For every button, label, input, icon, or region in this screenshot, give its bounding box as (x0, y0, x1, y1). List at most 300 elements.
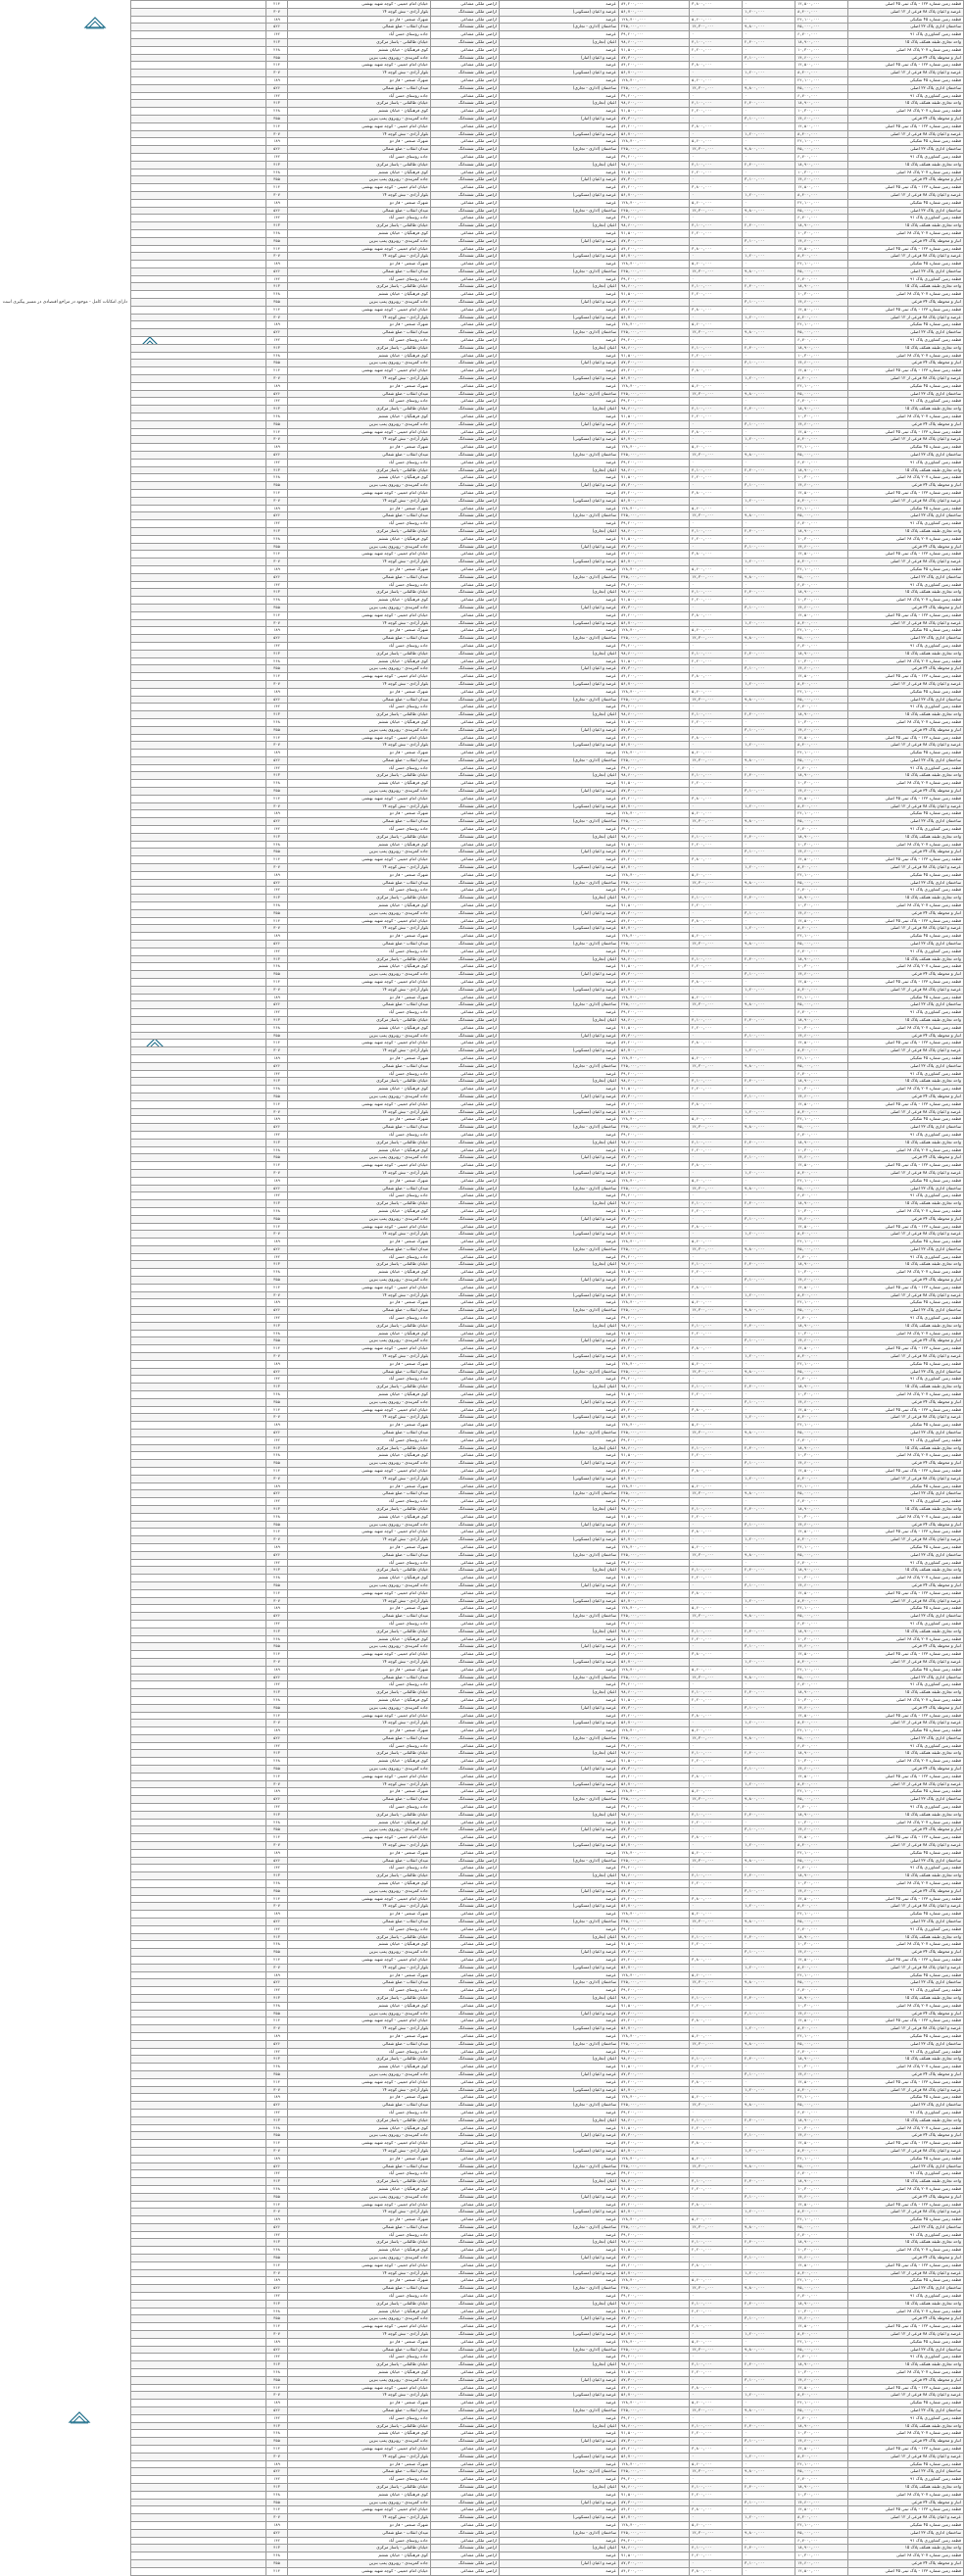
cell-type: عرصه (500, 382, 619, 390)
cell-type: عرصه (500, 490, 619, 498)
cell-b: ۳,۱۰۰,۰۰۰ (743, 726, 795, 734)
cell-num: ۱۴۲ (266, 1925, 288, 1933)
table-row (131, 627, 964, 635)
cell-desc: قطعه زمین شماره ۴۵ تفکیکی (848, 871, 964, 879)
cell-a: ۱۲,۵۰۰,۰۰۰ (795, 2261, 848, 2269)
cell-c: ۰ (690, 726, 743, 734)
cell-b: ۰ (743, 261, 795, 268)
cell-desc: قطعه زمین کشاورزی پلاک ۹۱ (848, 2048, 964, 2056)
cell-a: ۱۴,۶۰۰,۰۰۰ (795, 482, 848, 490)
cell-num: ۲۱۴ (266, 2567, 288, 2575)
cell-use: اراضی ملکی مشاعی (431, 1712, 500, 1720)
cell-blank (131, 1696, 266, 1704)
cell-c: ۰ (690, 2293, 743, 2301)
cell-blank (131, 267, 266, 275)
table-row (131, 2163, 964, 2170)
cell-blank (131, 1925, 266, 1933)
cell-desc: عرصه و اعیان پلاک ۷۸ فرعی از ۱۲ اصلی (848, 2331, 964, 2339)
cell-c: ۳,۸۰۰,۰۰۰ (690, 1406, 743, 1414)
cell-a: ۱۰,۳۰۰,۰۰۰ (795, 1758, 848, 1766)
cell-c: ۱۲,۳۰۰,۰۰۰ (690, 267, 743, 275)
cell-c: ۴,۱۰۰,۰۰۰ (690, 1139, 743, 1146)
cell-loc: خیابان طالقانی - پاساژ مرکزی (288, 1322, 431, 1330)
table-row (131, 2048, 964, 2056)
cell-blank (131, 352, 266, 360)
cell-type: عرصه و اعیان (انبار) (500, 237, 619, 245)
cell-type: اعیان (تجاری) (500, 527, 619, 535)
cell-loc: جاده کمربندی - روبروی پمپ بنزین (288, 2070, 431, 2078)
cell-a: ۴۵,۰۰۰,۰۰۰ (795, 1245, 848, 1253)
cell-use: اراضی ملکی ششدانگ (431, 1720, 500, 1727)
cell-a: ۱۴,۶۰۰,۰۰۰ (795, 2010, 848, 2017)
cell-type: ساختمان (اداری - تجاری) (500, 207, 619, 215)
cell-num: ۱۸۹ (266, 2521, 288, 2529)
cell-c: ۰ (690, 1643, 743, 1651)
cell-type: اعیان (تجاری) (500, 589, 619, 597)
cell-num: ۱۸۹ (266, 1299, 288, 1307)
cell-num: ۳۵۵ (266, 2255, 288, 2262)
cell-use: اراضی ملکی مشاعی (431, 261, 500, 268)
cell-blank (131, 1788, 266, 1796)
table-row (131, 1704, 964, 1712)
table-row (131, 490, 964, 498)
cell-loc: جاده کمربندی - روبروی پمپ بنزین (288, 1887, 431, 1895)
cell-desc: قطعه زمین شماره ۴۵ تفکیکی (848, 382, 964, 390)
cell-num: ۱۸۹ (266, 1605, 288, 1613)
cell-loc: کوی فرهنگیان - خیابان ششم (288, 1452, 431, 1460)
cell-type: عرصه و اعیان (مسکونی) (500, 1536, 619, 1544)
cell-blank (131, 1872, 266, 1880)
cell-c: ۲,۲۰۰,۰۰۰ (690, 2002, 743, 2010)
table-row (131, 1880, 964, 1888)
cell-loc: کوی فرهنگیان - خیابان ششم (288, 229, 431, 237)
cell-desc: واحد تجاری طبقه همکف پلاک ۱۵ (848, 955, 964, 963)
cell-c: ۲,۲۰۰,۰۰۰ (690, 2064, 743, 2071)
cell-desc: عرصه و اعیان پلاک ۷۸ فرعی از ۱۲ اصلی (848, 2514, 964, 2522)
cell-desc: انبار و محوطه پلاک ۳۴ فرعی (848, 2559, 964, 2567)
cell-blank (131, 1903, 266, 1911)
cell-blank (131, 826, 266, 834)
cell-desc: قطعه زمین شماره ۱۲۳ - پلاک ثبتی ۴۵ اصلی (848, 979, 964, 987)
data-table-container[interactable] (130, 0, 963, 2573)
table-row (131, 299, 964, 307)
cell-desc: واحد تجاری طبقه همکف پلاک ۱۵ (848, 1628, 964, 1635)
cell-blank (131, 1529, 266, 1536)
table-row (131, 54, 964, 62)
cell-blank (131, 1490, 266, 1498)
cell-desc: قطعه زمین شماره ۲۰۷ پلاک ۶۸ اصلی (848, 718, 964, 726)
cell-num: ۱۴۲ (266, 1987, 288, 1995)
cell-b: ۰ (743, 2521, 795, 2529)
table-row (131, 2178, 964, 2186)
cell-d: ۵۶,۷۰۰,۰۰۰ (619, 1047, 690, 1055)
cell-use: اراضی ملکی ششدانگ (431, 1613, 500, 1621)
cell-d: ۵۶,۷۰۰,۰۰۰ (619, 1842, 690, 1850)
cell-blank (131, 2315, 266, 2323)
cell-desc: قطعه زمین کشاورزی پلاک ۹۱ (848, 1009, 964, 1017)
table-row (131, 2354, 964, 2361)
cell-loc: خیابان طالقانی - پاساژ مرکزی (288, 711, 431, 719)
cell-type: اعیان (تجاری) (500, 1811, 619, 1819)
cell-num: ۲۶۸ (266, 291, 288, 299)
cell-c: ۳,۸۰۰,۰۰۰ (690, 306, 743, 314)
cell-d: ۲۴۵,۰۰۰,۰۰۰ (619, 24, 690, 31)
cell-num: ۲۱۴ (266, 62, 288, 70)
cell-blank (131, 589, 266, 597)
cell-blank (131, 2407, 266, 2415)
cell-desc: انبار و محوطه پلاک ۳۴ فرعی (848, 1826, 964, 1834)
cell-loc: جاده روستای حسن آباد (288, 2414, 431, 2422)
table-row (131, 2514, 964, 2522)
cell-use: اراضی ملکی ششدانگ (431, 1475, 500, 1482)
cell-num: ۳۰۷ (266, 1108, 288, 1116)
cell-num: ۲۶۸ (266, 1391, 288, 1399)
cell-use: اراضی ملکی مشاعی (431, 734, 500, 742)
cell-desc: ساختمان اداری پلاک ۲۳ اصلی (848, 1551, 964, 1559)
cell-loc: خیابان طالقانی - پاساژ مرکزی (288, 2056, 431, 2064)
cell-use: اراضی ملکی ششدانگ (431, 2010, 500, 2017)
cell-type: اعیان (تجاری) (500, 1872, 619, 1880)
cell-c: ۰ (690, 1277, 743, 1285)
cell-a: ۲۲,۱۰۰,۰۰۰ (795, 2155, 848, 2163)
cell-a: ۱۰,۳۰۰,۰۰۰ (795, 46, 848, 54)
cell-use: اراضی ملکی مشاعی (431, 826, 500, 834)
cell-d: ۳۹,۲۰۰,۰۰۰ (619, 2170, 690, 2178)
cell-b: ۰ (743, 917, 795, 925)
cell-b: ۲,۴۰۰,۰۰۰ (743, 650, 795, 657)
cell-type: عرصه (500, 611, 619, 619)
cell-a: ۱۸,۹۰۰,۰۰۰ (795, 1139, 848, 1146)
cell-b: ۰ (743, 321, 795, 329)
cell-loc: بلوار آزادی - نبش کوچه ۱۴ (288, 864, 431, 872)
cell-loc: خیابان امام خمینی - کوچه شهید بهشتی (288, 979, 431, 987)
cell-c: ۴,۱۰۰,۰۰۰ (690, 1994, 743, 2002)
cell-loc: میدان انقلاب - ضلع شمالی (288, 2163, 431, 2170)
cell-c: ۰ (690, 1865, 743, 1872)
table-row (131, 1758, 964, 1766)
cell-desc: انبار و محوطه پلاک ۳۴ فرعی (848, 1704, 964, 1712)
cell-c: ۵,۶۰۰,۰۰۰ (690, 2216, 743, 2224)
cell-a: ۶,۷۰۰,۰۰۰ (795, 459, 848, 466)
cell-num: ۳۰۷ (266, 2514, 288, 2522)
cell-use: اراضی ملکی مشاعی (431, 642, 500, 650)
cell-loc: جاده روستای حسن آباد (288, 1620, 431, 1628)
cell-a: ۱۰,۳۰۰,۰۰۰ (795, 718, 848, 726)
cell-d: ۸۴,۲۰۰,۰۰۰ (619, 184, 690, 192)
table-row (131, 2239, 964, 2247)
cell-num: ۳۰۷ (266, 2025, 288, 2033)
cell-loc: خیابان طالقانی - پاساژ مرکزی (288, 2545, 431, 2552)
cell-num: ۲۶۸ (266, 963, 288, 971)
cell-a: ۶,۷۰۰,۰۰۰ (795, 275, 848, 283)
cell-d: ۵۶,۷۰۰,۰۰۰ (619, 1291, 690, 1299)
cell-use: اراضی ملکی ششدانگ (431, 1949, 500, 1957)
cell-loc: جاده روستای حسن آباد (288, 1070, 431, 1078)
side-note: دارای امکانات کامل - موجود در مراجع اقتصادی در مسیر پیگیری است (2, 300, 127, 305)
cell-d: ۹۸,۶۰۰,۰۰۰ (619, 1811, 690, 1819)
cell-c: ۴,۱۰۰,۰۰۰ (690, 1261, 743, 1269)
cell-blank (131, 2025, 266, 2033)
cell-loc: جاده کمربندی - روبروی پمپ بنزین (288, 482, 431, 490)
cell-loc: خیابان امام خمینی - کوچه شهید بهشتی (288, 795, 431, 802)
cell-blank (131, 2506, 266, 2514)
cell-c: ۰ (690, 1192, 743, 1200)
table-row (131, 122, 964, 130)
cell-b: ۳,۱۰۰,۰۰۰ (743, 2010, 795, 2017)
cell-b: ۹,۸۰۰,۰۰۰ (743, 1734, 795, 1742)
cell-loc: کوی فرهنگیان - خیابان ششم (288, 1269, 431, 1277)
table-row (131, 2300, 964, 2308)
cell-blank (131, 1666, 266, 1674)
cell-b: ۲,۴۰۰,۰۰۰ (743, 589, 795, 597)
cell-use: اراضی ملکی ششدانگ (431, 2239, 500, 2247)
cell-d: ۸۷,۳۰۰,۰۰۰ (619, 299, 690, 307)
table-row (131, 76, 964, 84)
cell-d: ۱۲۸,۴۰۰,۰۰۰ (619, 2155, 690, 2163)
cell-a: ۶,۷۰۰,۰۰۰ (795, 1925, 848, 1933)
cell-blank (131, 611, 266, 619)
cell-a: ۶,۷۰۰,۰۰۰ (795, 398, 848, 406)
cell-b: ۱,۲۰۰,۰۰۰ (743, 2086, 795, 2094)
cell-num: ۱۸۹ (266, 2460, 288, 2468)
table-row (131, 153, 964, 161)
cell-loc: کوی فرهنگیان - خیابان ششم (288, 1513, 431, 1521)
cell-c: ۰ (690, 1704, 743, 1712)
cell-c: ۰ (690, 2025, 743, 2033)
cell-b: ۱,۲۰۰,۰۰۰ (743, 2147, 795, 2155)
cell-a: ۴۵,۰۰۰,۰۰۰ (795, 635, 848, 643)
cell-blank (131, 1384, 266, 1391)
cell-c: ۴,۱۰۰,۰۰۰ (690, 2422, 743, 2430)
cell-blank (131, 520, 266, 528)
cell-loc: بلوار آزادی - نبش کوچه ۱۴ (288, 1842, 431, 1850)
cell-a: ۱۰,۳۰۰,۰۰۰ (795, 535, 848, 543)
cell-d: ۷۱,۵۰۰,۰۰۰ (619, 2002, 690, 2010)
cell-use: اراضی ملکی مشاعی (431, 1727, 500, 1735)
cell-use: اراضی ملکی ششدانگ (431, 253, 500, 261)
cell-loc: خیابان طالقانی - پاساژ مرکزی (288, 1200, 431, 1208)
cell-c: ۳,۸۰۰,۰۰۰ (690, 2017, 743, 2025)
cell-desc: عرصه و اعیان پلاک ۷۸ فرعی از ۱۲ اصلی (848, 314, 964, 321)
cell-c: ۳,۸۰۰,۰۰۰ (690, 1162, 743, 1170)
cell-a: ۲۲,۱۰۰,۰۰۰ (795, 1482, 848, 1490)
cell-desc: قطعه زمین شماره ۲۰۷ پلاک ۶۸ اصلی (848, 1086, 964, 1094)
cell-use: اراضی ملکی ششدانگ (431, 375, 500, 383)
cell-type: عرصه (500, 1635, 619, 1643)
cell-c: ۲,۲۰۰,۰۰۰ (690, 413, 743, 421)
cell-type: اعیان (تجاری) (500, 833, 619, 841)
cell-d: ۹۸,۶۰۰,۰۰۰ (619, 100, 690, 108)
cell-c: ۲,۲۰۰,۰۰۰ (690, 657, 743, 665)
cell-b: ۲,۴۰۰,۰۰۰ (743, 1689, 795, 1697)
cell-a: ۱۲,۵۰۰,۰۰۰ (795, 2201, 848, 2209)
cell-blank (131, 1628, 266, 1635)
cell-type: عرصه و اعیان (انبار) (500, 299, 619, 307)
cell-use: اراضی ملکی ششدانگ (431, 818, 500, 826)
cell-a: ۱۸,۹۰۰,۰۰۰ (795, 1994, 848, 2002)
cell-type: عرصه (500, 2140, 619, 2148)
cell-d: ۹۸,۶۰۰,۰۰۰ (619, 895, 690, 902)
cell-desc: قطعه زمین شماره ۲۰۷ پلاک ۶۸ اصلی (848, 108, 964, 116)
cell-c: ۴,۱۰۰,۰۰۰ (690, 344, 743, 352)
table-row (131, 1498, 964, 1506)
cell-b: ۲,۴۰۰,۰۰۰ (743, 2300, 795, 2308)
table-row (131, 1734, 964, 1742)
cell-c: ۰ (690, 1597, 743, 1605)
cell-a: ۱۸,۹۰۰,۰۰۰ (795, 1261, 848, 1269)
cell-d: ۳۹,۲۰۰,۰۰۰ (619, 948, 690, 955)
cell-num: ۱۸۹ (266, 565, 288, 573)
cell-d: ۵۶,۷۰۰,۰۰۰ (619, 1108, 690, 1116)
cell-use: اراضی ملکی مشاعی (431, 2140, 500, 2148)
cell-num: ۲۶۸ (266, 2430, 288, 2438)
cell-use: اراضی ملکی ششدانگ (431, 2376, 500, 2384)
cell-b: ۰ (743, 1422, 795, 1430)
cell-desc: قطعه زمین کشاورزی پلاک ۹۱ (848, 2354, 964, 2361)
cell-b: ۱,۲۰۰,۰۰۰ (743, 559, 795, 566)
cell-use: اراضی ملکی ششدانگ (431, 2255, 500, 2262)
cell-d: ۲۴۵,۰۰۰,۰۰۰ (619, 512, 690, 520)
cell-type: عرصه و اعیان (مسکونی) (500, 864, 619, 872)
cell-desc: ساختمان اداری پلاک ۲۳ اصلی (848, 2163, 964, 2170)
cell-a: ۱۸,۹۰۰,۰۰۰ (795, 1567, 848, 1575)
cell-type: عرصه (500, 2308, 619, 2315)
cell-c: ۳,۸۰۰,۰۰۰ (690, 1529, 743, 1536)
cell-blank (131, 948, 266, 955)
cell-a: ۶,۷۰۰,۰۰۰ (795, 1681, 848, 1689)
cell-type: عرصه و اعیان (انبار) (500, 1337, 619, 1345)
cell-blank (131, 2002, 266, 2010)
cell-c: ۳,۸۰۰,۰۰۰ (690, 979, 743, 987)
cell-desc: قطعه زمین شماره ۱۲۳ - پلاک ثبتی ۴۵ اصلی (848, 734, 964, 742)
cell-c: ۳,۸۰۰,۰۰۰ (690, 1712, 743, 1720)
cell-desc: قطعه زمین کشاورزی پلاک ۹۱ (848, 948, 964, 955)
cell-use: اراضی ملکی مشاعی (431, 520, 500, 528)
cell-blank (131, 1146, 266, 1154)
cell-d: ۵۶,۷۰۰,۰۰۰ (619, 70, 690, 77)
cell-loc: جاده کمربندی - روبروی پمپ بنزین (288, 665, 431, 673)
cell-use: اراضی ملکی ششدانگ (431, 2346, 500, 2354)
cell-use: اراضی ملکی ششدانگ (431, 360, 500, 367)
cell-b: ۰ (743, 337, 795, 345)
cell-desc: عرصه و اعیان پلاک ۷۸ فرعی از ۱۲ اصلی (848, 619, 964, 627)
cell-blank (131, 245, 266, 253)
cell-desc: قطعه زمین شماره ۲۰۷ پلاک ۶۸ اصلی (848, 902, 964, 910)
cell-num: ۱۸۹ (266, 1788, 288, 1796)
table-row (131, 1231, 964, 1239)
cell-type: ساختمان (اداری - تجاری) (500, 1124, 619, 1132)
cell-desc: ساختمان اداری پلاک ۲۳ اصلی (848, 573, 964, 581)
cell-type: عرصه و اعیان (انبار) (500, 1032, 619, 1040)
cell-use: اراضی ملکی ششدانگ (431, 1964, 500, 1971)
cell-blank (131, 153, 266, 161)
cell-a: ۴۵,۰۰۰,۰۰۰ (795, 1734, 848, 1742)
cell-type: عرصه (500, 2369, 619, 2377)
cell-num: ۲۶۸ (266, 1635, 288, 1643)
cell-use: اراضی ملکی ششدانگ (431, 8, 500, 16)
cell-blank (131, 2476, 266, 2484)
table-row (131, 169, 964, 176)
cell-loc: بلوار آزادی - نبش کوچه ۱۴ (288, 986, 431, 994)
cell-b: ۰ (743, 565, 795, 573)
table-row (131, 62, 964, 70)
cell-type: عرصه و اعیان (مسکونی) (500, 2453, 619, 2460)
table-row (131, 261, 964, 268)
cell-d: ۵۶,۷۰۰,۰۰۰ (619, 1964, 690, 1971)
cell-num: ۳۵۵ (266, 2376, 288, 2384)
cell-use: اراضی ملکی ششدانگ (431, 1047, 500, 1055)
cell-c: ۰ (690, 482, 743, 490)
cell-use: اراضی ملکی ششدانگ (431, 1811, 500, 1819)
cell-c: ۱۲,۳۰۰,۰۰۰ (690, 452, 743, 460)
cell-num: ۲۱۴ (266, 1895, 288, 1903)
cell-loc: جاده روستای حسن آباد (288, 764, 431, 772)
cell-type: عرصه (500, 92, 619, 100)
cell-b: ۱,۲۰۰,۰۰۰ (743, 925, 795, 933)
cell-d: ۷۱,۵۰۰,۰۰۰ (619, 1146, 690, 1154)
cell-loc: کوی فرهنگیان - خیابان ششم (288, 902, 431, 910)
cell-loc: کوی فرهنگیان - خیابان ششم (288, 657, 431, 665)
cell-blank (131, 955, 266, 963)
cell-b: ۲,۴۰۰,۰۰۰ (743, 2116, 795, 2124)
cell-use: اراضی ملکی ششدانگ (431, 2559, 500, 2567)
cell-blank (131, 207, 266, 215)
cell-loc: جاده کمربندی - روبروی پمپ بنزین (288, 726, 431, 734)
cell-use: اراضی ملکی ششدانگ (431, 1124, 500, 1132)
cell-type: عرصه و اعیان (مسکونی) (500, 2086, 619, 2094)
cell-d: ۸۷,۳۰۰,۰۰۰ (619, 1398, 690, 1406)
cell-loc: بلوار آزادی - نبش کوچه ۱۴ (288, 1353, 431, 1361)
table-row (131, 306, 964, 314)
table-row (131, 1766, 964, 1774)
cell-use: اراضی ملکی ششدانگ (431, 650, 500, 657)
cell-num: ۲۶۸ (266, 2369, 288, 2377)
cell-c: ۰ (690, 191, 743, 199)
cell-use: اراضی ملکی مشاعی (431, 1315, 500, 1323)
cell-b: ۰ (743, 428, 795, 436)
cell-b: ۰ (743, 1849, 795, 1857)
cell-type: عرصه (500, 1758, 619, 1766)
cell-num: ۵۲۶ (266, 512, 288, 520)
cell-c: ۰ (690, 1398, 743, 1406)
cell-d: ۱۲۸,۴۰۰,۰۰۰ (619, 199, 690, 207)
cell-loc: جاده روستای حسن آباد (288, 337, 431, 345)
cell-c: ۲,۲۰۰,۰۰۰ (690, 1635, 743, 1643)
cell-c: ۵,۶۰۰,۰۰۰ (690, 1054, 743, 1062)
cell-use: اراضی ملکی مشاعی (431, 1299, 500, 1307)
cell-loc: کوی فرهنگیان - خیابان ششم (288, 474, 431, 482)
cell-blank (131, 92, 266, 100)
cell-a: ۶,۷۰۰,۰۰۰ (795, 1987, 848, 1995)
cell-b: ۰ (743, 1269, 795, 1277)
table-row (131, 1613, 964, 1621)
cell-d: ۲۴۵,۰۰۰,۰۰۰ (619, 146, 690, 154)
cell-use: اراضی ملکی ششدانگ (431, 267, 500, 275)
cell-c: ۲,۲۰۰,۰۰۰ (690, 963, 743, 971)
cell-num: ۱۴۲ (266, 1376, 288, 1384)
cell-c: ۲,۲۰۰,۰۰۰ (690, 2247, 743, 2255)
cell-type: ساختمان (اداری - تجاری) (500, 2163, 619, 2170)
cell-blank (131, 1933, 266, 1941)
cell-blank (131, 2545, 266, 2552)
cell-d: ۳۹,۲۰۰,۰۰۰ (619, 1865, 690, 1872)
cell-loc: بلوار آزادی - نبش کوچه ۱۴ (288, 130, 431, 138)
cell-type: عرصه و اعیان (انبار) (500, 420, 619, 428)
cell-use: اراضی ملکی مشاعی (431, 1452, 500, 1460)
cell-d: ۲۴۵,۰۰۰,۰۰۰ (619, 1307, 690, 1315)
cell-use: اراضی ملکی ششدانگ (431, 895, 500, 902)
cell-d: ۸۴,۲۰۰,۰۰۰ (619, 1, 690, 9)
